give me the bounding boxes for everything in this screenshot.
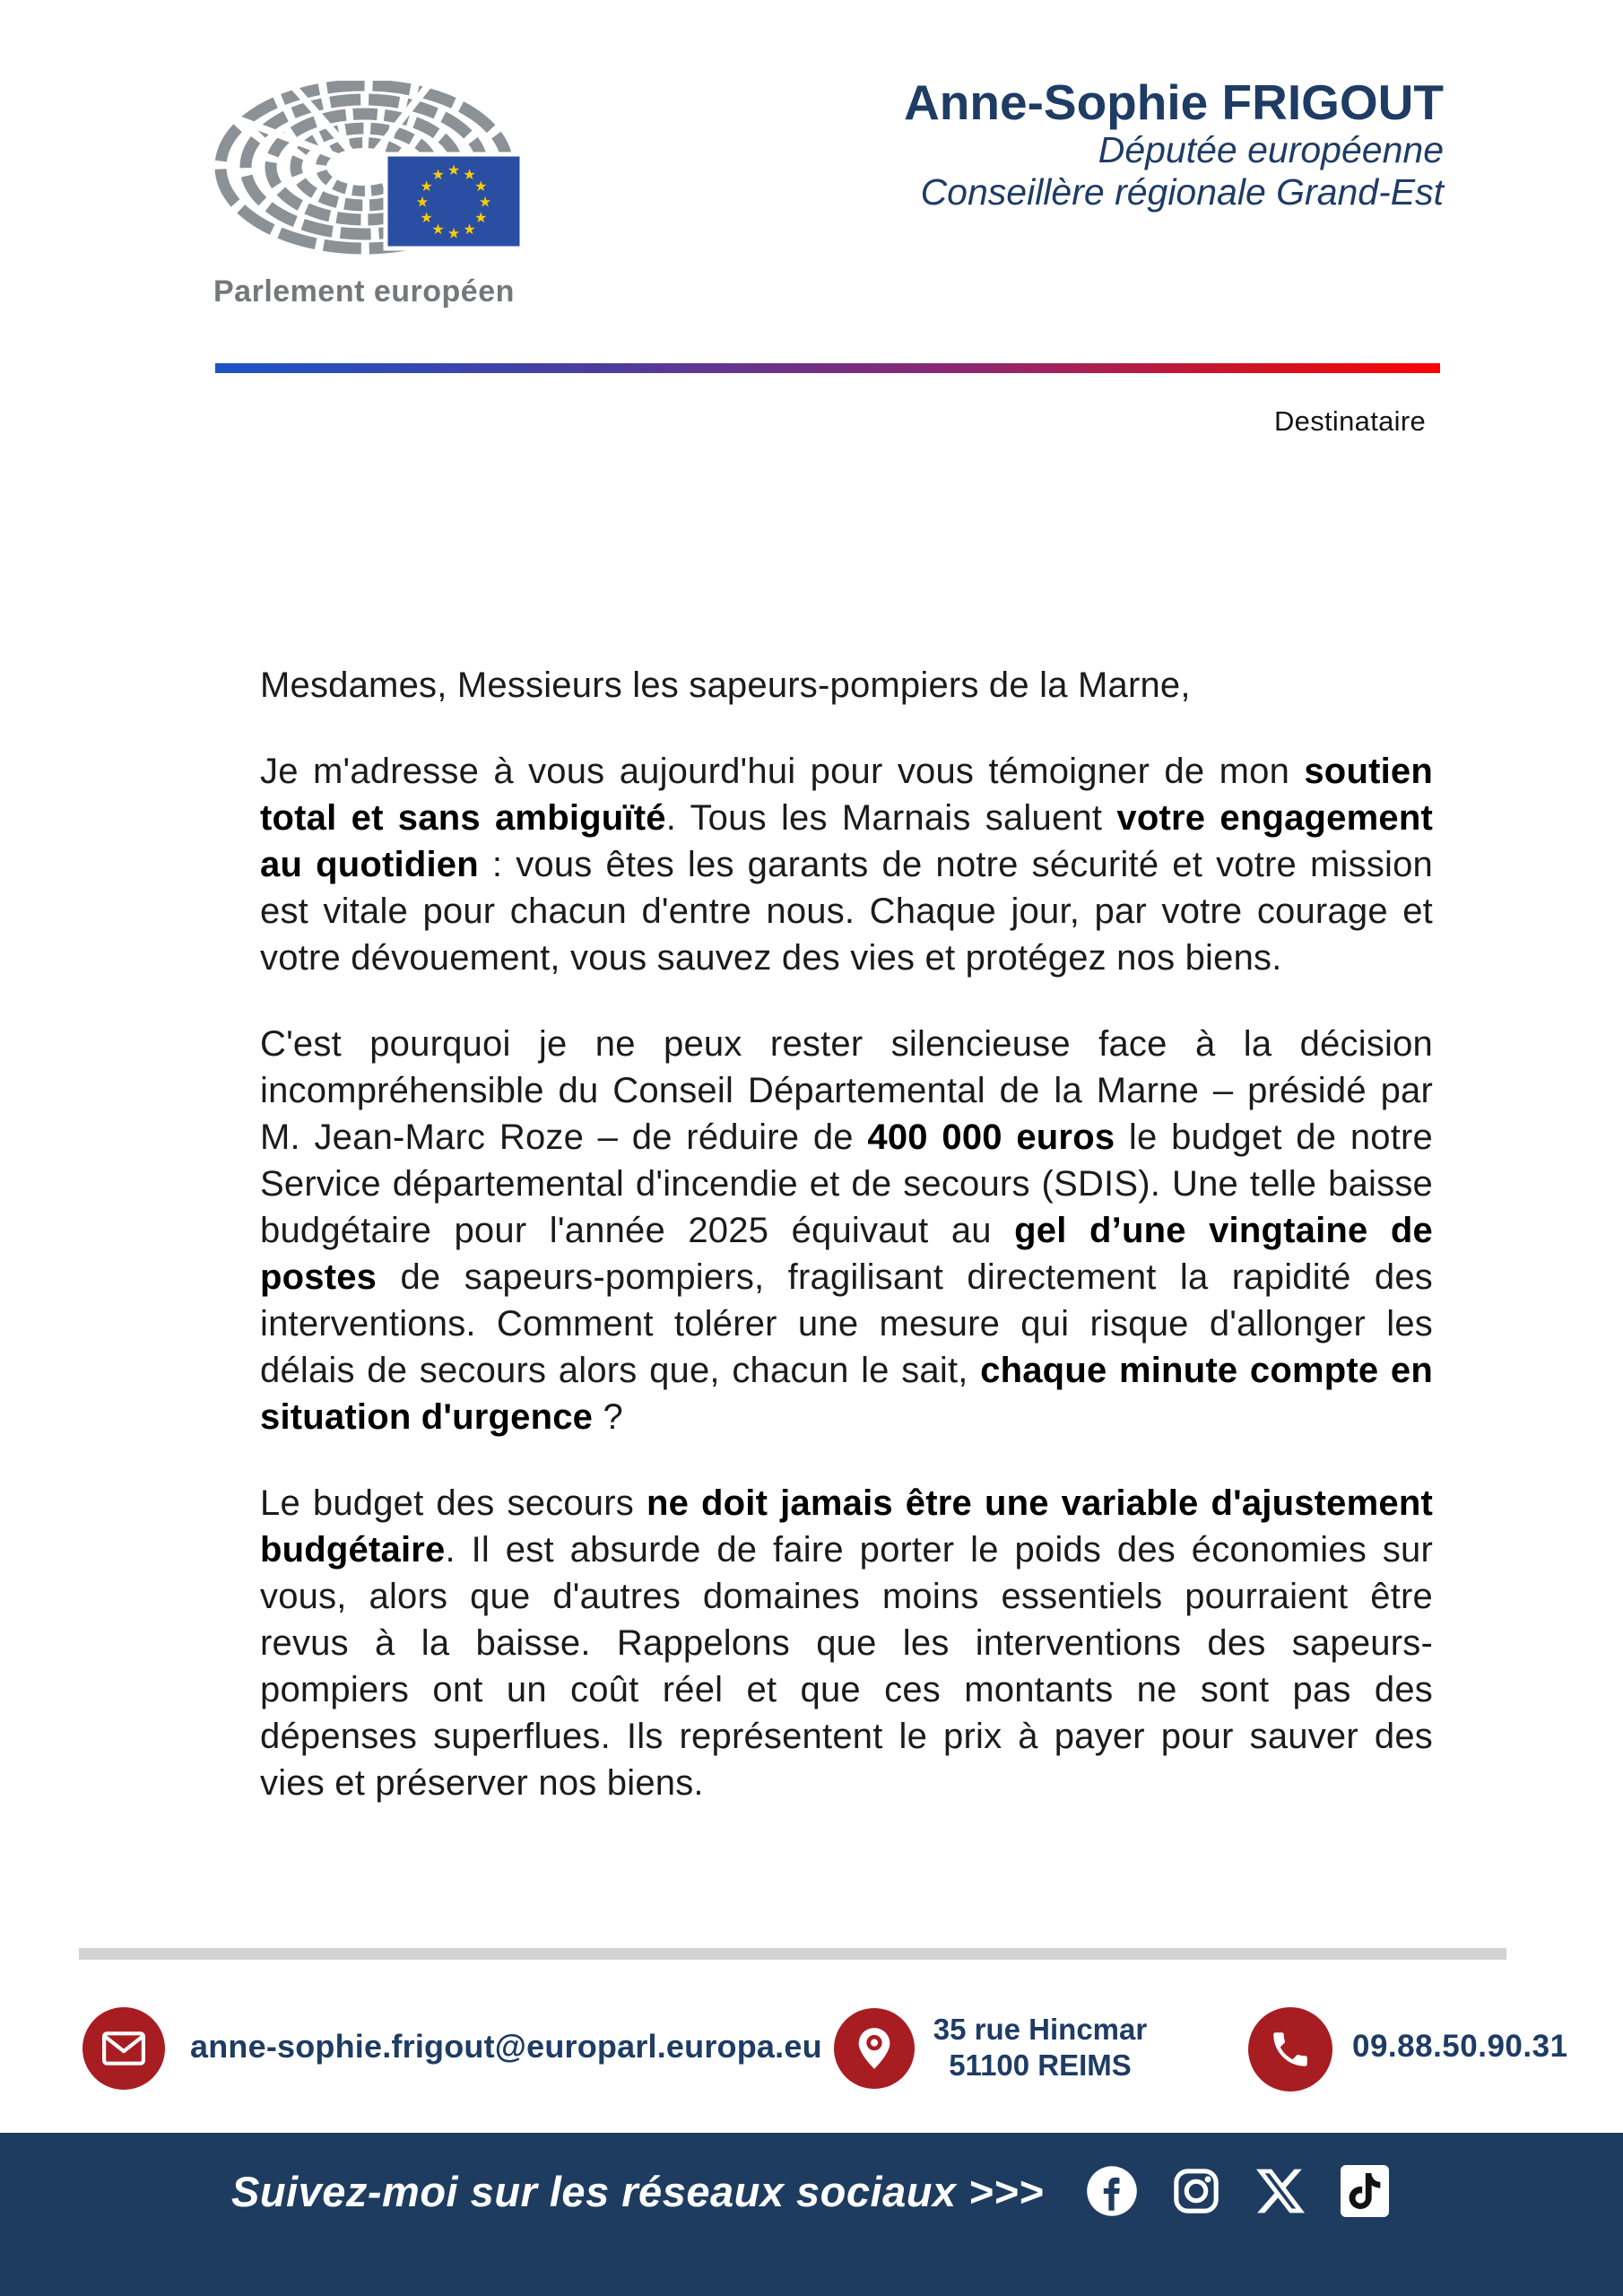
contact-phone[interactable]: 09.88.50.90.31 — [1352, 2029, 1568, 2064]
location-pin-icon — [855, 2026, 893, 2071]
sender-role-primary: Députée européenne — [1098, 129, 1444, 170]
svg-text:★: ★ — [474, 178, 488, 195]
phone-badge — [1248, 2007, 1332, 2092]
email-badge — [82, 2007, 165, 2090]
address-badge — [834, 2008, 915, 2089]
svg-text:★: ★ — [447, 224, 461, 242]
address-line-1: 35 rue Hincmar — [933, 2013, 1148, 2046]
envelope-icon — [101, 2031, 146, 2066]
sender-role-secondary: Conseillère régionale Grand-Est — [920, 171, 1444, 213]
svg-text:★: ★ — [478, 193, 492, 211]
letter-paragraph: C'est pourquoi je ne peux rester silencieuse face à la décision incompréhensible du Conseil Départemental de la Marne – présidé par M. Jean-Marc Roze – de réduire de 400 000 euros le budget de notre Service départemental d'incendie et de secours (SDIS). Une telle baisse budgétaire pour l'année 2025 équivaut au gel d’une vingtaine de postes de sapeurs-pompiers, fragilisant directement la rapidité des interventions. Comment tolérer une mesure qui risque d'allonger les délais de secours alors que, chacun le sait, chaque minute compte en situation d'urgence ? — [260, 1024, 1433, 1437]
svg-text:★: ★ — [474, 209, 488, 226]
svg-text:★: ★ — [415, 193, 430, 211]
letter-body — [260, 662, 1433, 1846]
social-caption: Suivez-moi sur les réseaux sociaux >>> — [231, 2167, 1044, 2215]
facebook-icon[interactable] — [1085, 2164, 1139, 2218]
svg-text:★: ★ — [431, 166, 445, 184]
svg-text:★: ★ — [463, 166, 476, 184]
svg-text:★: ★ — [431, 220, 445, 238]
contact-email[interactable]: anne-sophie.frigout@europarl.europa.eu — [190, 2028, 822, 2065]
letter-paragraph: Mesdames, Messieurs les sapeurs-pompiers de la Marne, — [260, 665, 1191, 705]
tricolor-divider — [215, 363, 1440, 373]
parliament-hemicycle-icon — [213, 81, 527, 260]
x-icon[interactable] — [1254, 2164, 1307, 2218]
footer-divider — [79, 1948, 1506, 1960]
sender-identity — [904, 75, 1444, 213]
letter-paragraph: Je m'adresse à vous aujourd'hui pour vous témoigner de mon soutien total et sans ambiguïté. Tous les Marnais saluent votre engagement au quotidien : vous êtes les garants de notre sécurité et votre mission est vitale pour chacun d'entre nous. Chaque jour, par votre courage et votre dévouement, vous sauvez des vies et protégez nos biens. — [260, 752, 1433, 978]
letter-paragraph: Le budget des secours ne doit jamais être une variable d'ajustement budgétaire. Il est absurde de faire porter le poids des économies sur vous, alors que d'autres domaines moins essentiels pourraient être revus à la baisse. Rappelons que les interventions des sapeurs-pompiers ont un coût réel et que ces montants ne sont pas des dépenses superflues. Ils représentent le prix à payer pour sauver des vies et préserver nos biens. — [260, 1483, 1433, 1803]
tiktok-icon[interactable] — [1338, 2164, 1392, 2218]
contact-address — [915, 2012, 1166, 2083]
svg-text:★: ★ — [447, 161, 461, 178]
eu-flag — [386, 154, 522, 248]
svg-text:★: ★ — [463, 220, 476, 238]
social-bar — [0, 2133, 1623, 2296]
address-line-2: 51100 REIMS — [949, 2048, 1132, 2082]
logo-caption: Parlement européen — [213, 274, 515, 309]
instagram-icon[interactable] — [1169, 2164, 1223, 2218]
phone-icon — [1268, 2027, 1313, 2072]
sender-name: Anne-Sophie FRIGOUT — [904, 74, 1444, 130]
recipient-label: Destinataire — [1273, 405, 1426, 437]
svg-text:★: ★ — [420, 178, 433, 195]
svg-text:★: ★ — [420, 209, 433, 226]
european-parliament-logo — [213, 81, 536, 309]
